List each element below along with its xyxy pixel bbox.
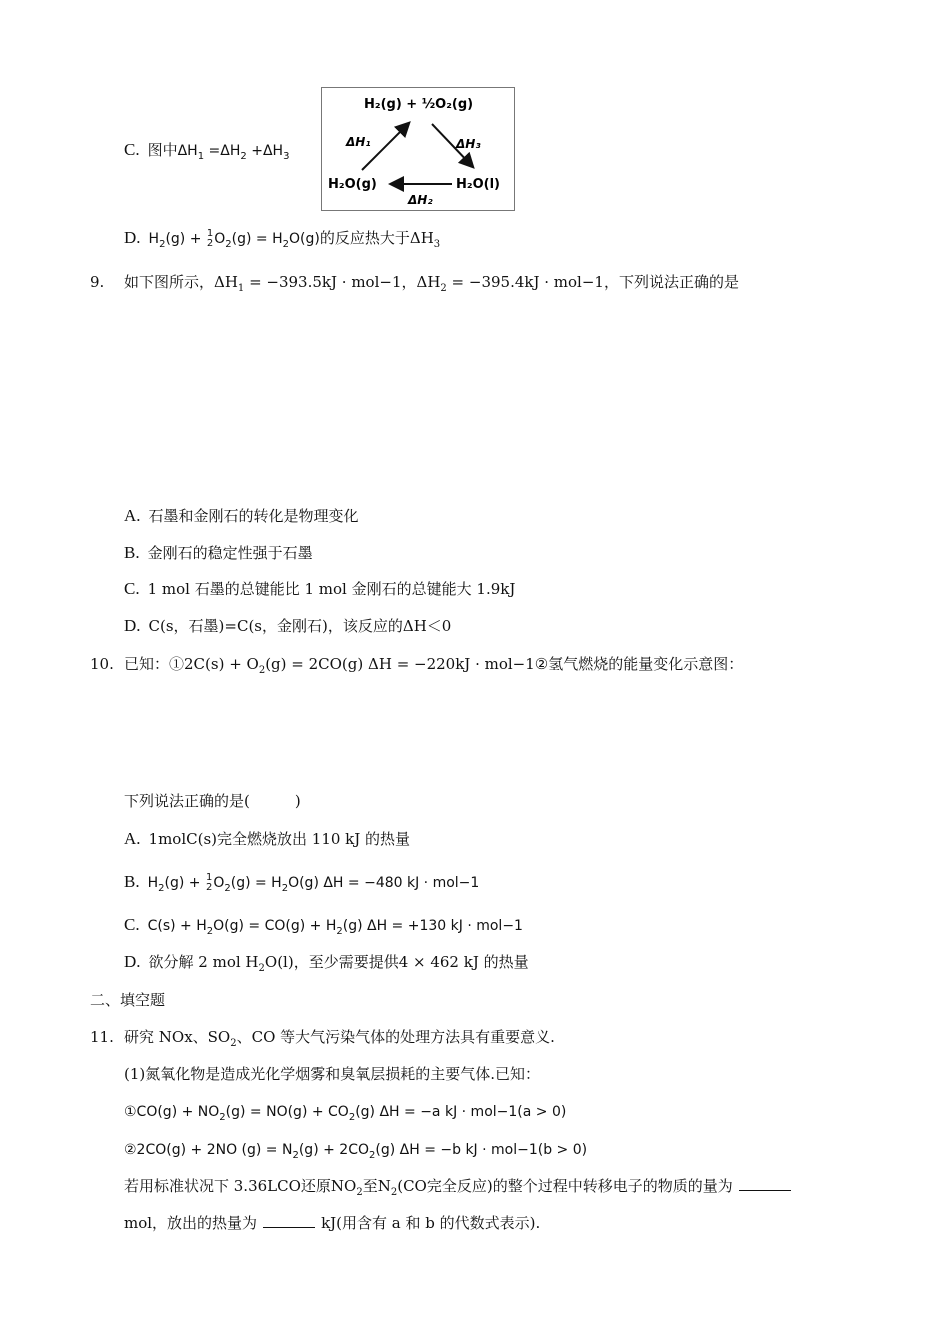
option-text: 1 mol 石墨的总键能比 1 mol 金刚石的总键能大 1.9kJ (147, 580, 516, 598)
subscript: 3 (433, 239, 441, 250)
option-text: C(s，石墨)=C(s，金刚石)，该反应的ΔH＜0 (148, 617, 452, 635)
option-text: 石墨和金刚石的转化是物理变化 (148, 507, 359, 525)
q9-option-a (124, 506, 359, 526)
q9-option-b (124, 543, 313, 563)
q9-stem: 如下图所示，$\Delta H_1 = -393.5kJ \cdot mol-1$，$\Delta H_2 = -395.4kJ \cdot mol-1$，下列说法正确的是 (124, 273, 739, 294)
option-label: A. (124, 829, 141, 848)
question-number: 11. (90, 1028, 114, 1046)
enthalpy-value: ΔH = −480 kJ · mol−1 (323, 875, 480, 891)
q11-part1: (1)氮氧化物是造成光化学烟雾和臭氧层损耗的主要气体.已知： (124, 1065, 541, 1083)
q10-prompt: 下列说法正确的是( ) (124, 792, 301, 810)
option-label: B. (124, 543, 140, 562)
q8-option-d (124, 228, 440, 255)
diagram-left-label: H₂O(g) (328, 177, 377, 192)
question-number: 9. (90, 273, 105, 291)
q11-question-line-2: mol，放出的热量为 kJ(用含有 a 和 b 的代数式表示). (124, 1214, 541, 1232)
equation: $C(s) + H_2O(g) = CO(g) + H_2(g)$ (147, 918, 367, 937)
option-text: 的反应热大于ΔH (319, 229, 434, 247)
q9-option-d (124, 616, 451, 636)
option-text: 图中 (147, 141, 178, 159)
option-label: C. (124, 140, 140, 159)
dh3-label: ΔH₃ (456, 137, 481, 151)
option-label: D. (124, 616, 141, 635)
q11-equation-1: ①CO(g) + $NO_2(g) = NO(g) + CO_2(g) \Delta H = -a$ kJ · mol−1(a > 0) (124, 1104, 567, 1123)
q11-question-line: 若用标准状况下 3.36LCO还原$NO_2$至$N_2(CO$完全反应)的整个过程中转移电子的物质的量为 (124, 1176, 797, 1203)
option-label: D. (124, 952, 141, 971)
section-title: 二、填空题 (90, 991, 166, 1009)
q8-option-c (124, 140, 289, 167)
q10-option-c (124, 915, 523, 942)
answer-blank-1[interactable] (739, 1176, 791, 1191)
option-text: 金刚石的稳定性强于石墨 (147, 544, 313, 562)
enthalpy-cycle-diagram (321, 87, 515, 211)
q11-stem: 研究 NOx、$SO_2$、CO 等大气污染气体的处理方法具有重要意义. (124, 1028, 555, 1049)
q10-stem: 已知：①2C(s) + $O_2(g) = 2CO(g) \Delta H = -220kJ$ · mol−1②氢气燃烧的能量变化示意图： (124, 655, 744, 676)
question-number: 10. (90, 655, 114, 673)
delta-h-1: $\Delta H_1 =\Delta H_2 +\Delta H_3$ (177, 143, 290, 162)
answer-blank-2[interactable] (263, 1213, 315, 1228)
q9-option-c (124, 579, 515, 599)
diagram-right-label: H₂O(l) (456, 177, 500, 192)
diagram-top-label: H₂(g) + ½O₂(g) (364, 97, 474, 112)
enthalpy-value: ΔH = +130 kJ · mol−1 (367, 918, 523, 934)
equation: $H_2(g)$ + 1 2 $O_2(g) = H_2O(g)$ (148, 228, 320, 250)
option-label: A. (124, 506, 141, 525)
option-label: C. (124, 579, 140, 598)
enthalpy-cycle-svg (322, 88, 514, 210)
q11-equation-2: ②2CO(g) + 2NO $(g) = N_2(g) + 2CO_2(g) \Delta H = -b$ kJ · mol−1(b > 0) (124, 1142, 588, 1161)
option-label: D. (124, 228, 141, 247)
q10-option-a (124, 829, 410, 849)
option-text: 1molC(s)完全燃烧放出 110 kJ 的热量 (148, 830, 411, 848)
option-label: B. (124, 872, 140, 891)
dh2-label: ΔH₂ (408, 193, 433, 207)
equation: $H_2(g)$ + 1 2 $O_2(g) = H_2O(g)$ (147, 872, 324, 894)
dh1-label: ΔH₁ (346, 135, 371, 149)
q10-option-b (124, 872, 479, 899)
q10-option-d: D. 欲分解 2 mol $H_2O(l)$，至少需要提供4 × 462 kJ 的热量 (124, 952, 529, 974)
option-label: C. (124, 915, 140, 934)
